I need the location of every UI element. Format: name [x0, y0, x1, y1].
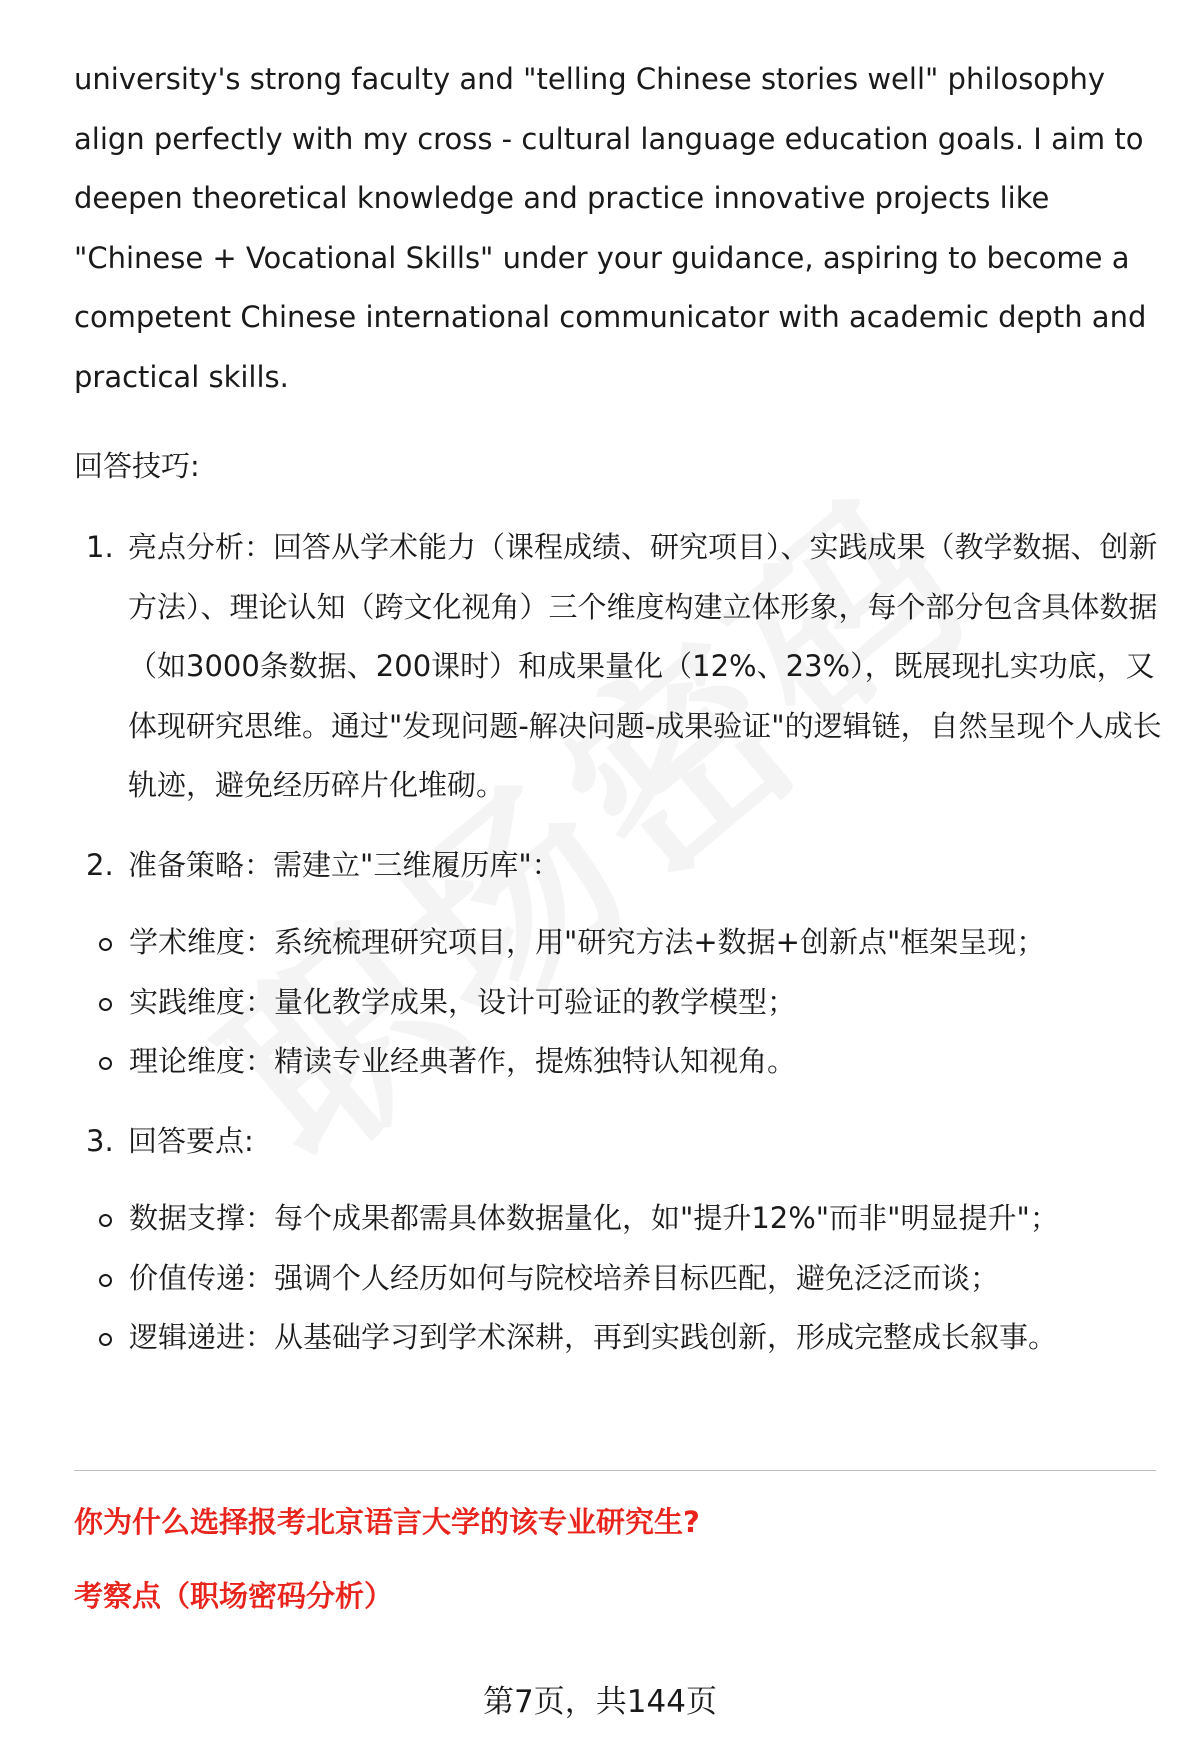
- item-text: 亮点分析：回答从学术能力（课程成绩、研究项目）、实践成果（教学数据、创新方法）、理论认知（跨文化视角）三个维度构建立体形象，每个部分包含具体数据（如3000条数据、200课时）和成果量化（12%、23%），既展现扎实功底，又体现研究思维。通过"发现问题-解决问题-成果验证"的逻辑链，自然呈现个人成长轨迹，避免经历碎片化堆砌。: [128, 530, 1162, 802]
- sub-item-text: 数据支撑：每个成果都需具体数据量化，如"提升12%"而非"明显提升"；: [129, 1201, 1059, 1235]
- item-number: 3.: [86, 1123, 114, 1158]
- list-item: [74, 1249, 1164, 1309]
- item-text: 准备策略：需建立"三维履历库"：: [128, 847, 561, 882]
- item-number: 1.: [86, 530, 114, 564]
- list-item: [74, 1308, 1164, 1368]
- tips-item-3: [74, 1112, 1164, 1368]
- list-item: [74, 973, 1164, 1033]
- circle-bullet-icon: [99, 998, 112, 1011]
- circle-bullet-icon: [99, 1333, 112, 1346]
- tips-item-2: [74, 836, 1164, 1092]
- list-item: [74, 913, 1164, 973]
- item-number: 2.: [86, 847, 114, 882]
- sub-list: [74, 1189, 1164, 1368]
- circle-bullet-icon: [99, 938, 112, 951]
- page-number: 第7页，共144页: [483, 1684, 717, 1720]
- next-question-heading: 你为什么选择报考北京语言大学的该专业研究生?: [74, 1505, 700, 1539]
- sub-item-text: 逻辑递进：从基础学习到学术深耕，再到实践创新，形成完整成长叙事。: [129, 1320, 1058, 1354]
- sub-list: [74, 913, 1164, 1092]
- section-divider: [74, 1470, 1156, 1471]
- list-item: [74, 1032, 1164, 1092]
- list-item: [74, 1189, 1164, 1249]
- circle-bullet-icon: [99, 1057, 112, 1070]
- sub-item-text: 实践维度：量化教学成果，设计可验证的教学模型；: [129, 984, 797, 1019]
- next-question-subheading: 考察点（职场密码分析）: [74, 1579, 394, 1613]
- sub-item-text: 理论维度：精读专业经典著作，提炼独特认知视角。: [129, 1044, 797, 1078]
- sub-item-text: 价值传递：强调个人经历如何与院校培养目标匹配，避免泛泛而谈；: [129, 1260, 1000, 1295]
- page-content: [74, 50, 1164, 1388]
- circle-bullet-icon: [99, 1214, 112, 1227]
- tips-item-1: [74, 518, 1164, 816]
- circle-bullet-icon: [99, 1274, 112, 1287]
- tips-list: [74, 518, 1164, 1368]
- item-text: 回答要点:: [128, 1123, 254, 1158]
- intro-paragraph: university's strong faculty and "telling Chinese stories well" philosophy align perfectly with my cross - cultural language education goals. I aim to deepen theoretical knowledge and practice innovative projects like "Chinese + Vocational Skills" under your guidance, aspiring to become a competent Chinese international communicator with academic depth and practical skills.: [74, 62, 1147, 394]
- sub-item-text: 学术维度：系统梳理研究项目，用"研究方法+数据+创新点"框架呈现；: [129, 925, 1046, 959]
- tips-title: 回答技巧:: [74, 449, 200, 483]
